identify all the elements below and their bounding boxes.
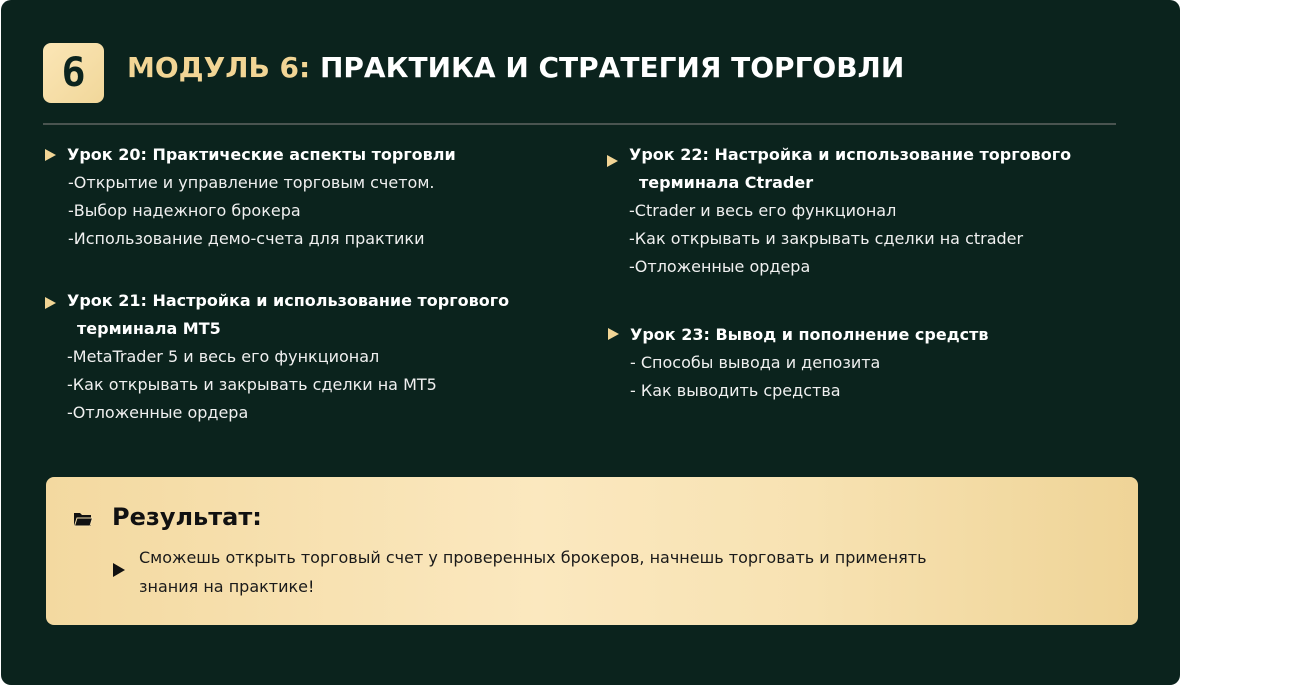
play-triangle-icon — [607, 155, 618, 167]
divider — [43, 123, 1116, 125]
lesson-20 — [45, 141, 456, 253]
folder-icon — [73, 511, 93, 527]
lesson-22 — [607, 141, 1071, 281]
play-triangle-icon — [608, 328, 619, 340]
module-title-accent: МОДУЛЬ 6: — [127, 51, 311, 84]
play-triangle-icon — [113, 563, 125, 577]
list-item: -Ctrader и весь его функционал — [629, 201, 897, 220]
list-item: -Как открывать и закрывать сделки на ctrader — [629, 229, 1024, 248]
lesson-title-line2: терминала MT5 — [77, 319, 221, 338]
result-box — [46, 477, 1138, 625]
module-number-badge: 6 — [43, 43, 104, 103]
list-item: -Использование демо-счета для практики — [68, 229, 425, 248]
list-item: -Выбор надежного брокера — [68, 201, 301, 220]
lesson-title-line1: Урок 22: Настройка и использование торгового — [629, 145, 1072, 164]
result-text-line2: знания на практике! — [139, 577, 315, 596]
lesson-title: Урок 20: Практические аспекты торговли — [67, 145, 456, 164]
list-item: -Как открывать и закрывать сделки на MT5 — [67, 375, 437, 394]
module-title-main: ПРАКТИКА И СТРАТЕГИЯ ТОРГОВЛИ — [319, 51, 905, 84]
lesson-title-line1: Урок 21: Настройка и использование торгового — [67, 291, 510, 310]
result-text — [139, 543, 979, 601]
lesson-21 — [45, 287, 509, 427]
lesson-23 — [608, 321, 989, 405]
list-item: - Как выводить средства — [630, 381, 841, 400]
lesson-title: Урок 23: Вывод и пополнение средств — [630, 325, 989, 344]
list-item: -Открытие и управление торговым счетом. — [68, 173, 435, 192]
play-triangle-icon — [45, 297, 56, 309]
list-item: -MetaTrader 5 и весь его функционал — [67, 347, 380, 366]
list-item: -Отложенные ордера — [629, 257, 811, 276]
module-title — [127, 51, 904, 84]
result-title: Результат: — [112, 503, 262, 531]
result-text-line1: Сможешь открыть торговый счет у проверенных брокеров, начнешь торговать и применять — [139, 548, 927, 567]
list-item: -Отложенные ордера — [67, 403, 249, 422]
module-card — [1, 0, 1180, 685]
lesson-title-line2: терминала Ctrader — [639, 173, 814, 192]
play-triangle-icon — [45, 149, 56, 161]
list-item: - Способы вывода и депозита — [630, 353, 881, 372]
